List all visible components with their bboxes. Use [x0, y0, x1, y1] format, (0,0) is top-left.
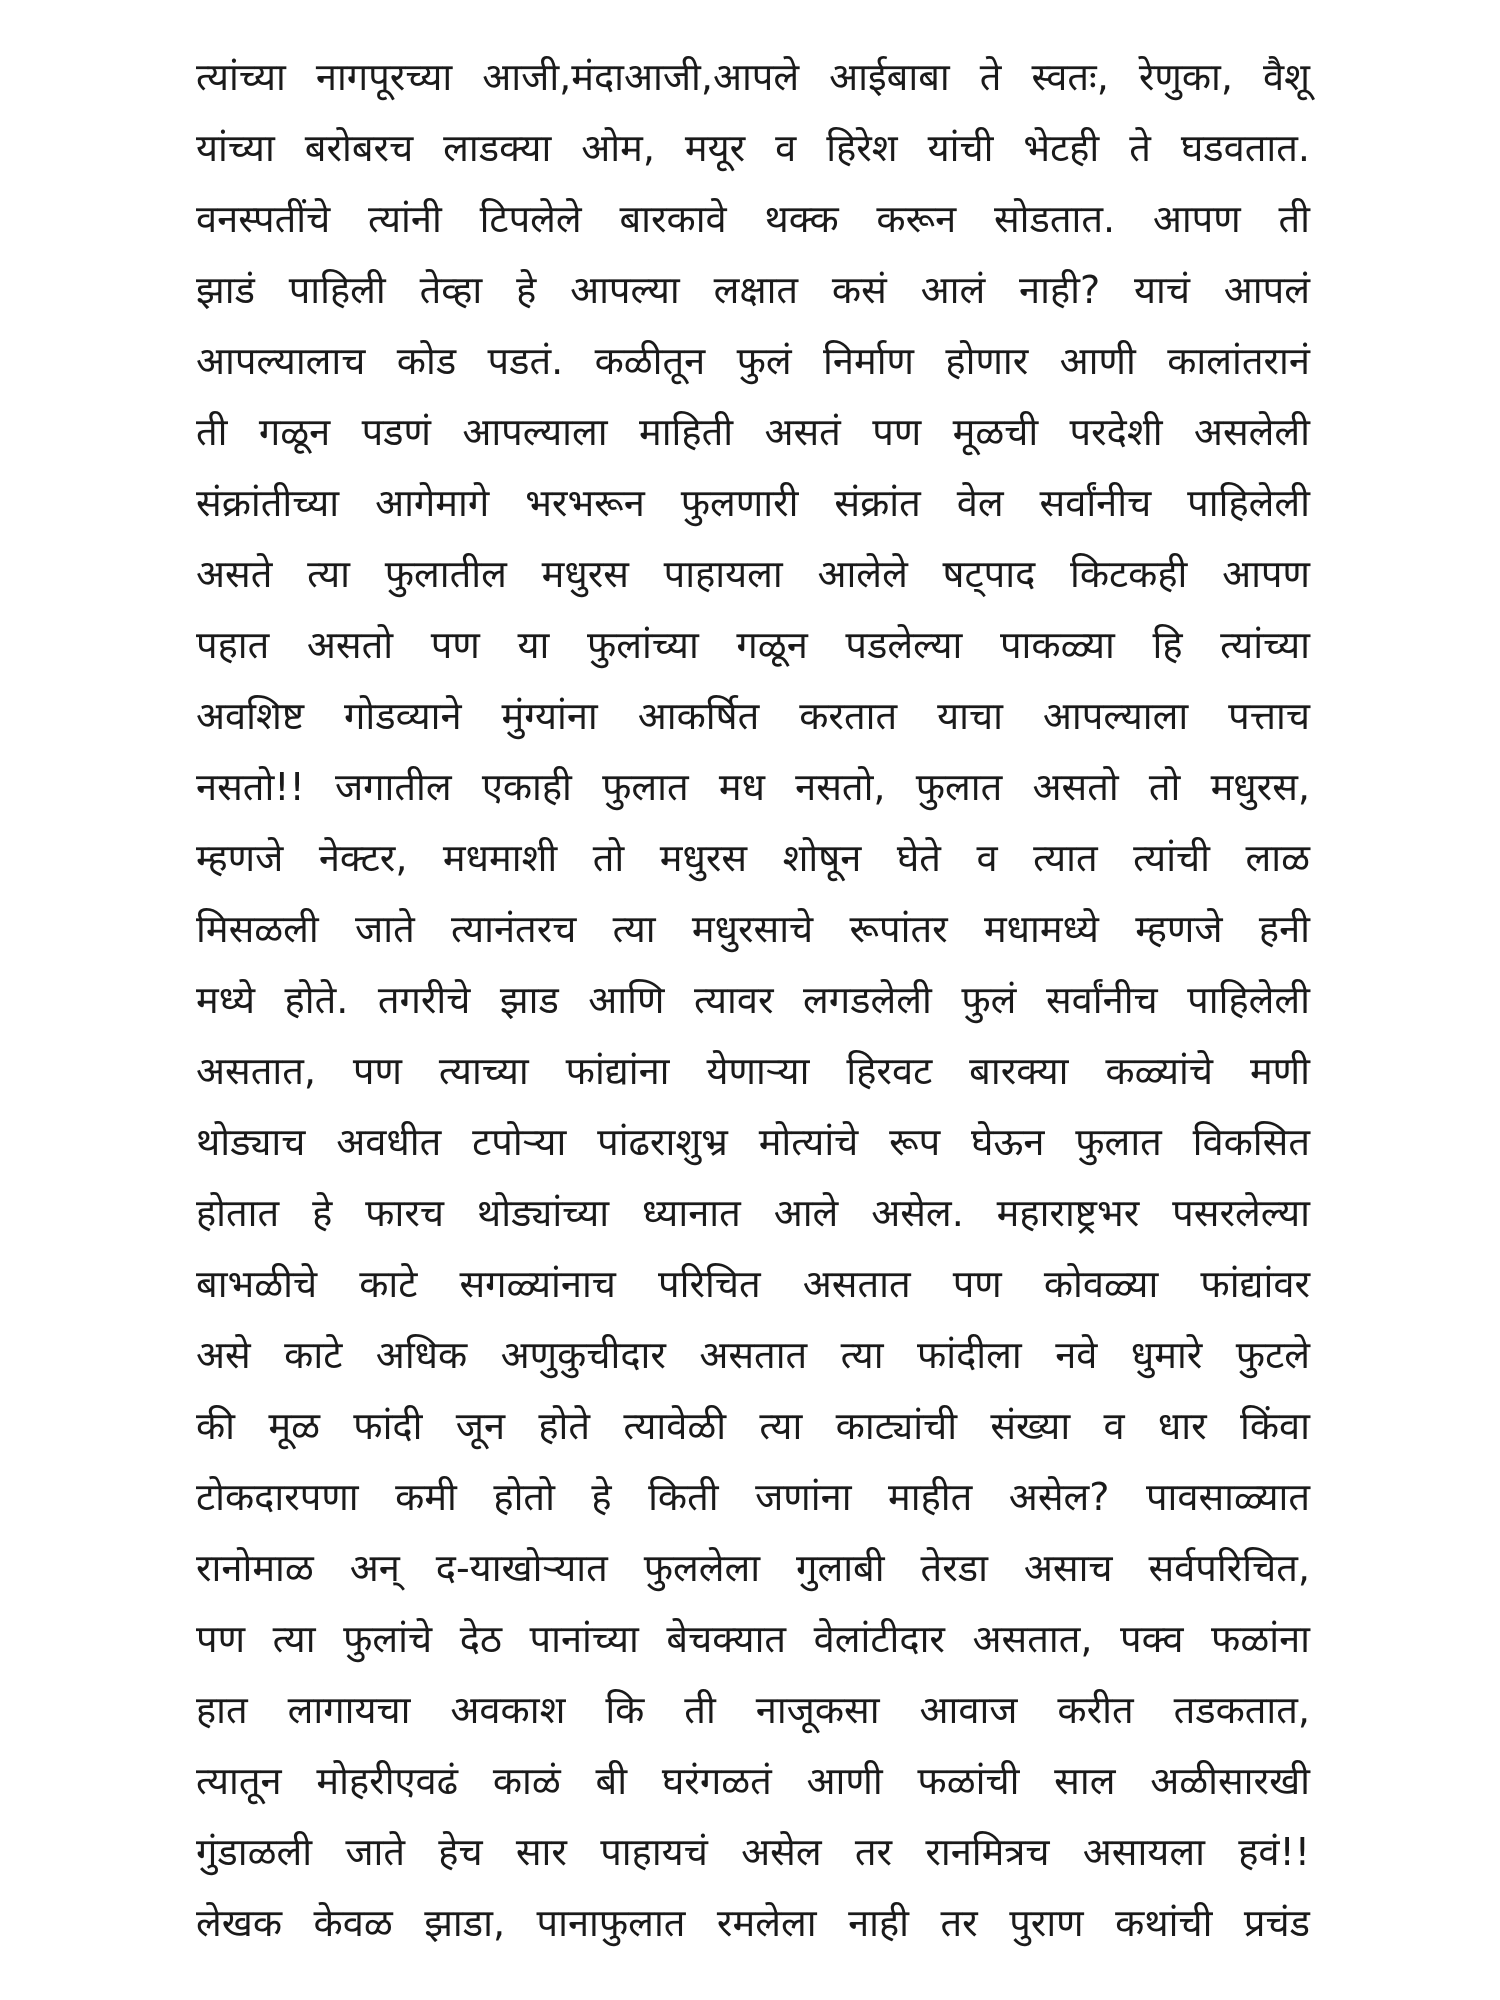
text-line: बाभळीचे काटे सगळ्यांनाच परिचित असतात पण कोवळ्या फांद्यांवर	[196, 1262, 1310, 1306]
text-line: ती गळून पडणं आपल्याला माहिती असतं पण मूळची परदेशी असलेली	[196, 410, 1310, 454]
text-line: आपल्यालाच कोड पडतं. कळीतून फुलं निर्माण होणार आणी कालांतरानं	[196, 339, 1310, 383]
text-line: रानोमाळ अन् द-याखोऱ्यात फुललेला गुलाबी तेरडा असाच सर्वपरिचित,	[196, 1546, 1310, 1590]
text-line: संक्रांतीच्या आगेमागे भरभरून फुलणारी संक्रांत वेल सर्वांनीच पाहिलेली	[196, 481, 1310, 525]
text-line: असते त्या फुलातील मधुरस पाहायला आलेले षट्पाद किटकही आपण	[196, 552, 1310, 596]
text-line: थोड्याच अवधीत टपोऱ्या पांढराशुभ्र मोत्यांचे रूप घेऊन फुलात विकसित	[196, 1120, 1310, 1164]
text-line: झाडं पाहिली तेव्हा हे आपल्या लक्षात कसं आलं नाही? याचं आपलं	[196, 268, 1310, 312]
text-line: अवशिष्ट गोडव्याने मुंग्यांना आकर्षित करतात याचा आपल्याला पत्ताच	[196, 694, 1310, 738]
text-line: हात लागायचा अवकाश कि ती नाजूकसा आवाज करीत तडकतात,	[196, 1688, 1310, 1732]
text-line: मिसळली जाते त्यानंतरच त्या मधुरसाचे रूपांतर मधामध्ये म्हणजे हनी	[196, 907, 1310, 951]
text-line: लेखक केवळ झाडा, पानाफुलात रमलेला नाही तर पुराण कथांची प्रचंड	[196, 1901, 1310, 1945]
text-line: वनस्पतींचे त्यांनी टिपलेले बारकावे थक्क करून सोडतात. आपण ती	[196, 197, 1310, 241]
text-line: नसतो!! जगातील एकाही फुलात मध नसतो, फुलात असतो तो मधुरस,	[196, 765, 1310, 809]
text-line: असतात, पण त्याच्या फांद्यांना येणाऱ्या हिरवट बारक्या कळ्यांचे मणी	[196, 1049, 1310, 1093]
text-line: म्हणजे नेक्टर, मधमाशी तो मधुरस शोषून घेते व त्यात त्यांची लाळ	[196, 836, 1310, 880]
text-line: होतात हे फारच थोड्यांच्या ध्यानात आले असेल. महाराष्ट्रभर पसरलेल्या	[196, 1191, 1310, 1235]
text-line: पण त्या फुलांचे देठ पानांच्या बेचक्यात वेलांटीदार असतात, पक्व फळांना	[196, 1617, 1310, 1661]
text-line: टोकदारपणा कमी होतो हे किती जणांना माहीत असेल? पावसाळ्यात	[196, 1475, 1310, 1519]
text-line: असे काटे अधिक अणुकुचीदार असतात त्या फांदीला नवे धुमारे फुटले	[196, 1333, 1310, 1377]
text-line: त्यांच्या नागपूरच्या आजी,मंदाआजी,आपले आईबाबा ते स्वतः, रेणुका, वैशू	[196, 55, 1310, 99]
text-line: गुंडाळली जाते हेच सार पाहायचं असेल तर रानमित्रच असायला हवं!!	[196, 1830, 1310, 1874]
text-line: मध्ये होते. तगरीचे झाड आणि त्यावर लगडलेली फुलं सर्वांनीच पाहिलेली	[196, 978, 1310, 1022]
text-line: त्यातून मोहरीएवढं काळं बी घरंगळतं आणी फळांची साल अळीसारखी	[196, 1759, 1310, 1803]
text-line: पहात असतो पण या फुलांच्या गळून पडलेल्या पाकळ्या हि त्यांच्या	[196, 623, 1310, 667]
text-line: यांच्या बरोबरच लाडक्या ओम, मयूर व हिरेश यांची भेटही ते घडवतात.	[196, 126, 1310, 170]
text-line: की मूळ फांदी जून होते त्यावेळी त्या काट्यांची संख्या व धार किंवा	[196, 1404, 1310, 1448]
document-page	[196, 42, 1310, 1958]
